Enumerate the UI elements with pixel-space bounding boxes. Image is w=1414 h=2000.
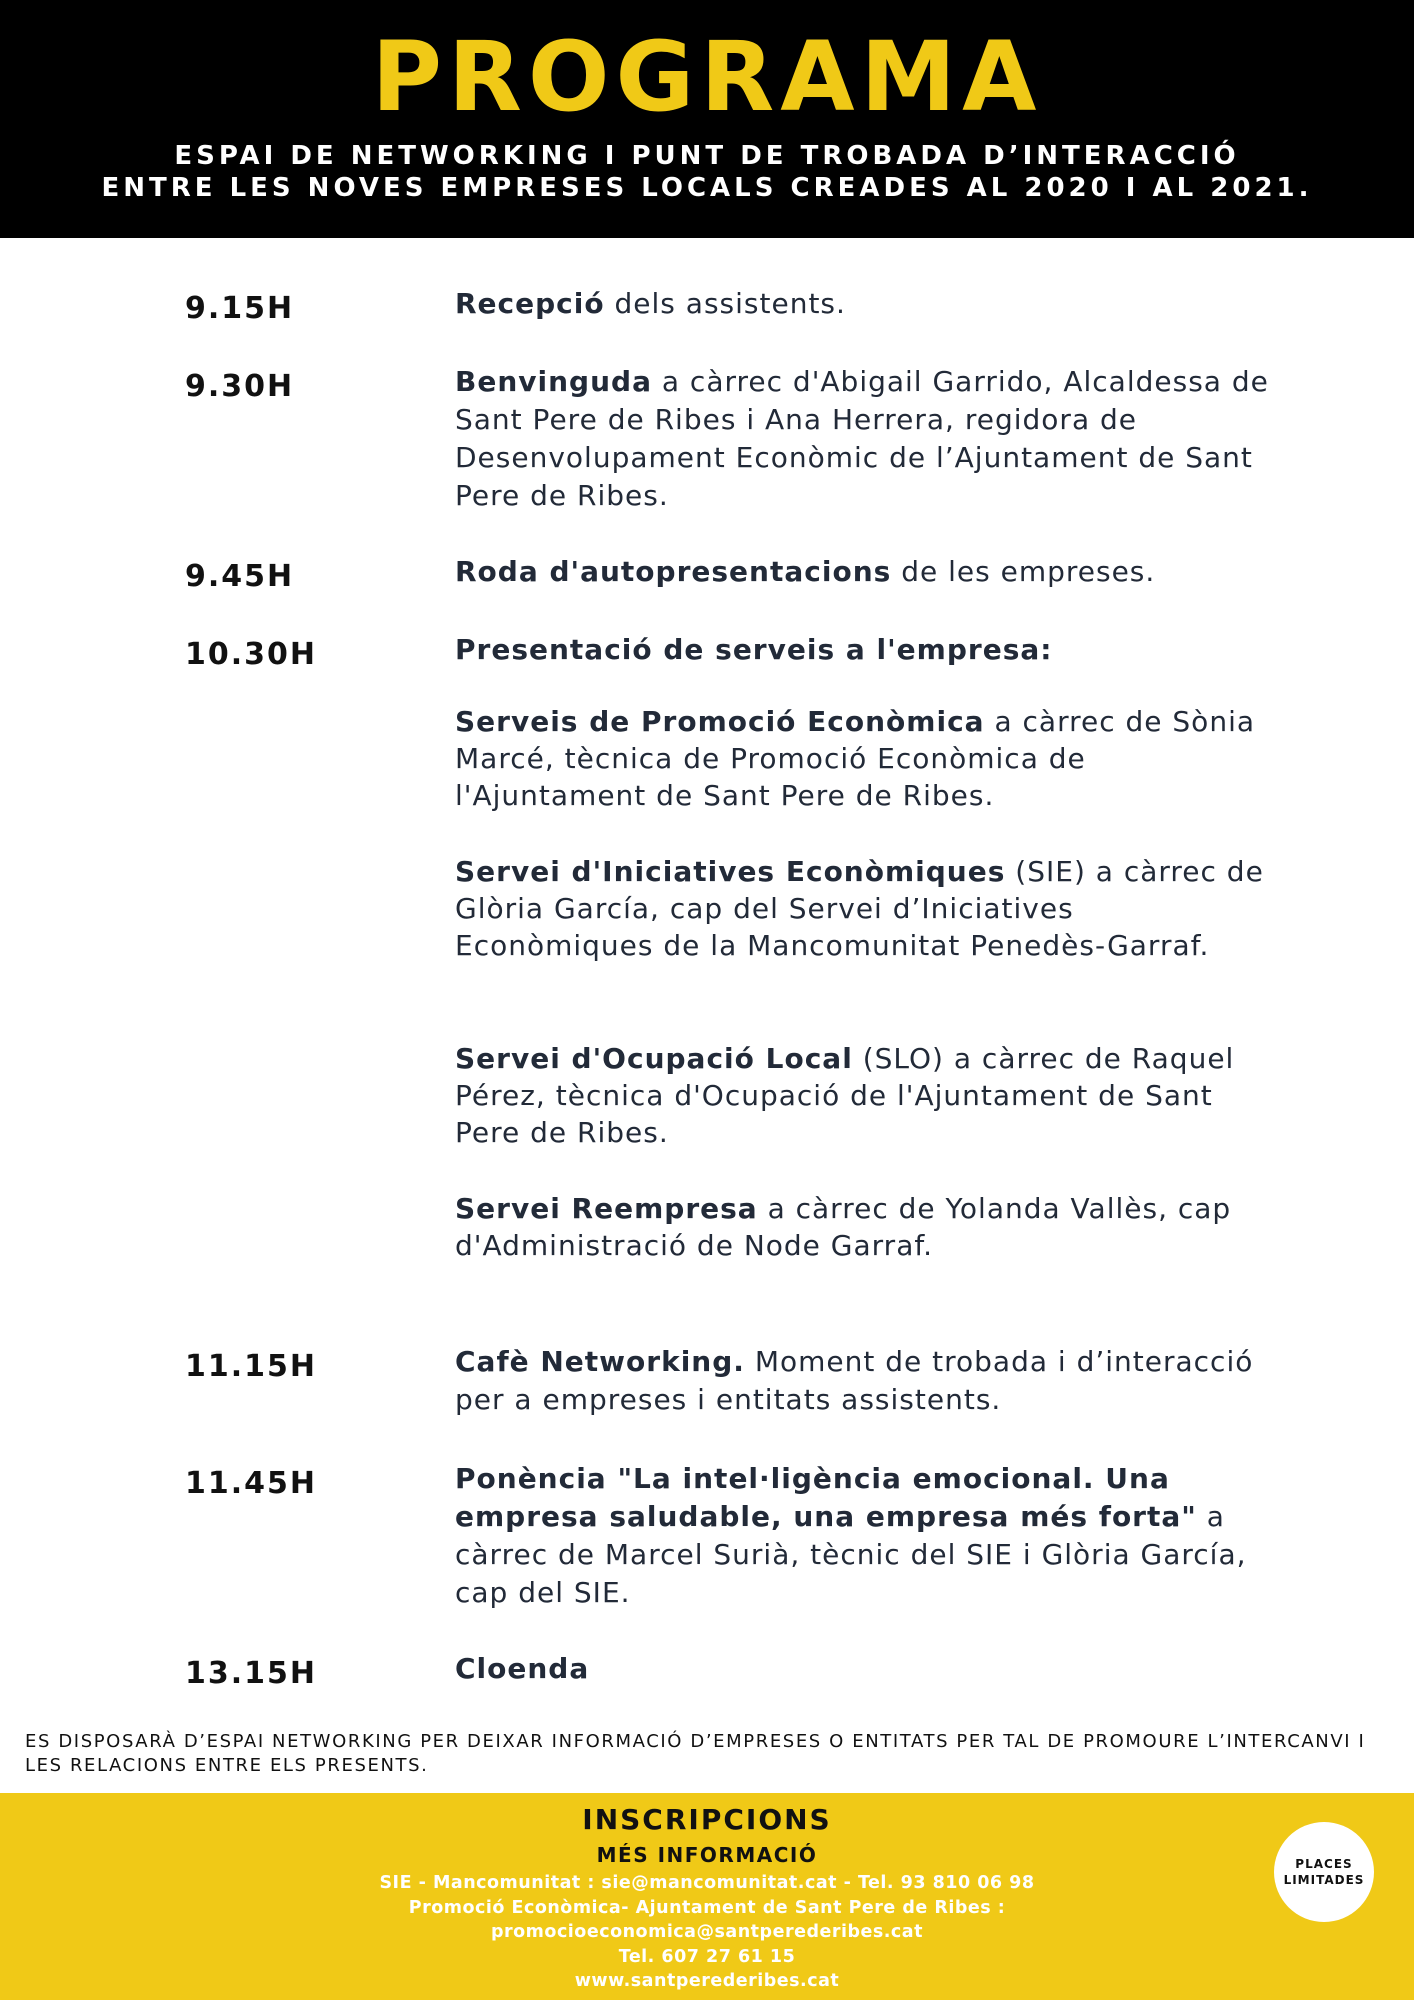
badge-line-1: PLACES <box>1295 1857 1353 1871</box>
service-name: Serveis de Promoció Econòmica <box>455 705 985 738</box>
page-title: PROGRAMA <box>371 21 1043 133</box>
service-text: (SLO) a càrrec de Raquel Pérez, tècnica d'Ocupació de l'Ajuntament de Sant Pere de Ribes. <box>455 1042 1235 1149</box>
website-link[interactable]: www.santperederibes.cat <box>574 1971 840 1991</box>
schedule-highlight: Benvinguda <box>455 365 652 398</box>
schedule-description <box>455 1650 1275 1688</box>
service-text: a càrrec de Sònia Marcé, tècnica de Promoció Econòmica de l'Ajuntament de Sant Pere de Ribes. <box>455 705 1255 812</box>
registration-title: INSCRIPCIONS <box>582 1803 832 1836</box>
schedule-highlight: Cloenda <box>455 1652 590 1685</box>
service-name: Servei d'Iniciatives Econòmiques <box>455 855 1006 888</box>
contact-line-sie: SIE - Mancomunitat : sie@mancomunitat.cat - Tel. 93 810 06 98 <box>379 1873 1035 1893</box>
contact-line-promocio: Promoció Econòmica- Ajuntament de Sant Pere de Ribes : <box>408 1897 1006 1918</box>
schedule-description <box>455 285 1275 323</box>
limited-places-badge <box>1274 1822 1374 1922</box>
schedule-text: de les empreses. <box>891 555 1156 588</box>
footer <box>0 1793 1414 2000</box>
subtitle-line-2: ENTRE LES NOVES EMPRESES LOCALS CREADES AL 2020 I AL 2021. <box>101 173 1313 203</box>
schedule-highlight: Recepció <box>455 287 605 320</box>
schedule-highlight: Ponència "La intel·ligència emocional. Una empresa saludable, una empresa més forta" <box>455 1462 1197 1533</box>
schedule-description <box>455 553 1275 591</box>
badge-line-2: LIMITADES <box>1283 1873 1365 1887</box>
schedule-description <box>455 1460 1275 1612</box>
service-name: Servei Reempresa <box>455 1192 758 1225</box>
page-subtitle <box>0 140 1414 204</box>
service-text: (SIE) a càrrec de Glòria García, cap del Servei d’Iniciatives Econòmiques de la Mancomunitat Penedès-Garraf. <box>455 855 1264 962</box>
subtitle-line-1: ESPAI DE NETWORKING I PUNT DE TROBADA D’INTERACCIÓ <box>174 141 1240 171</box>
schedule-highlight: Roda d'autopresentacions <box>455 555 892 588</box>
service-text: a càrrec de Yolanda Vallès, cap d'Administració de Node Garraf. <box>455 1192 1232 1262</box>
page-header <box>0 0 1414 238</box>
schedule-description <box>455 363 1275 515</box>
schedule-highlight: Cafè Networking. <box>455 1345 745 1378</box>
service-item <box>455 703 1275 814</box>
schedule-text: dels assistents. <box>604 287 846 320</box>
networking-note: ES DISPOSARÀ D’ESPAI NETWORKING PER DEIXAR INFORMACIÓ D’EMPRESES O ENTITATS PER TAL DE PROMOURE L’INTERCANVI I LES RELACIONS ENTRE ELS PRESENTS. <box>25 1731 1366 1776</box>
schedule-text: a càrrec d'Abigail Garrido, Alcaldessa de Sant Pere de Ribes i Ana Herrera, regidora de Desenvolupament Econòmic de l’Ajuntament de Sant Pere de Ribes. <box>455 365 1269 512</box>
more-info-heading: MÉS INFORMACIÓ <box>596 1843 818 1867</box>
schedule-time: 11.45H <box>185 1466 317 1501</box>
schedule-highlight: Presentació de serveis a l'empresa: <box>455 633 1053 666</box>
schedule-time: 10.30H <box>185 637 317 672</box>
contact-email: promocioeconomica@santperederibes.cat <box>491 1922 923 1942</box>
contact-info <box>0 1871 1414 1994</box>
schedule-text: a càrrec de Marcel Surià, tècnic del SIE i Glòria García, cap del SIE. <box>455 1500 1247 1609</box>
schedule-time: 13.15H <box>185 1656 317 1691</box>
schedule-time: 9.45H <box>185 559 295 594</box>
contact-phone: Tel. 607 27 61 15 <box>618 1946 796 1967</box>
schedule-description <box>455 631 1275 669</box>
service-item <box>455 1190 1275 1264</box>
schedule-time: 9.30H <box>185 369 295 404</box>
service-name: Servei d'Ocupació Local <box>455 1042 853 1075</box>
schedule-description <box>455 1343 1275 1419</box>
schedule-time: 9.15H <box>185 291 295 326</box>
schedule-text: Moment de trobada i d’interacció per a empreses i entitats assistents. <box>455 1345 1254 1416</box>
schedule-time: 11.15H <box>185 1349 317 1384</box>
service-item <box>455 853 1275 964</box>
service-item <box>455 1040 1275 1151</box>
